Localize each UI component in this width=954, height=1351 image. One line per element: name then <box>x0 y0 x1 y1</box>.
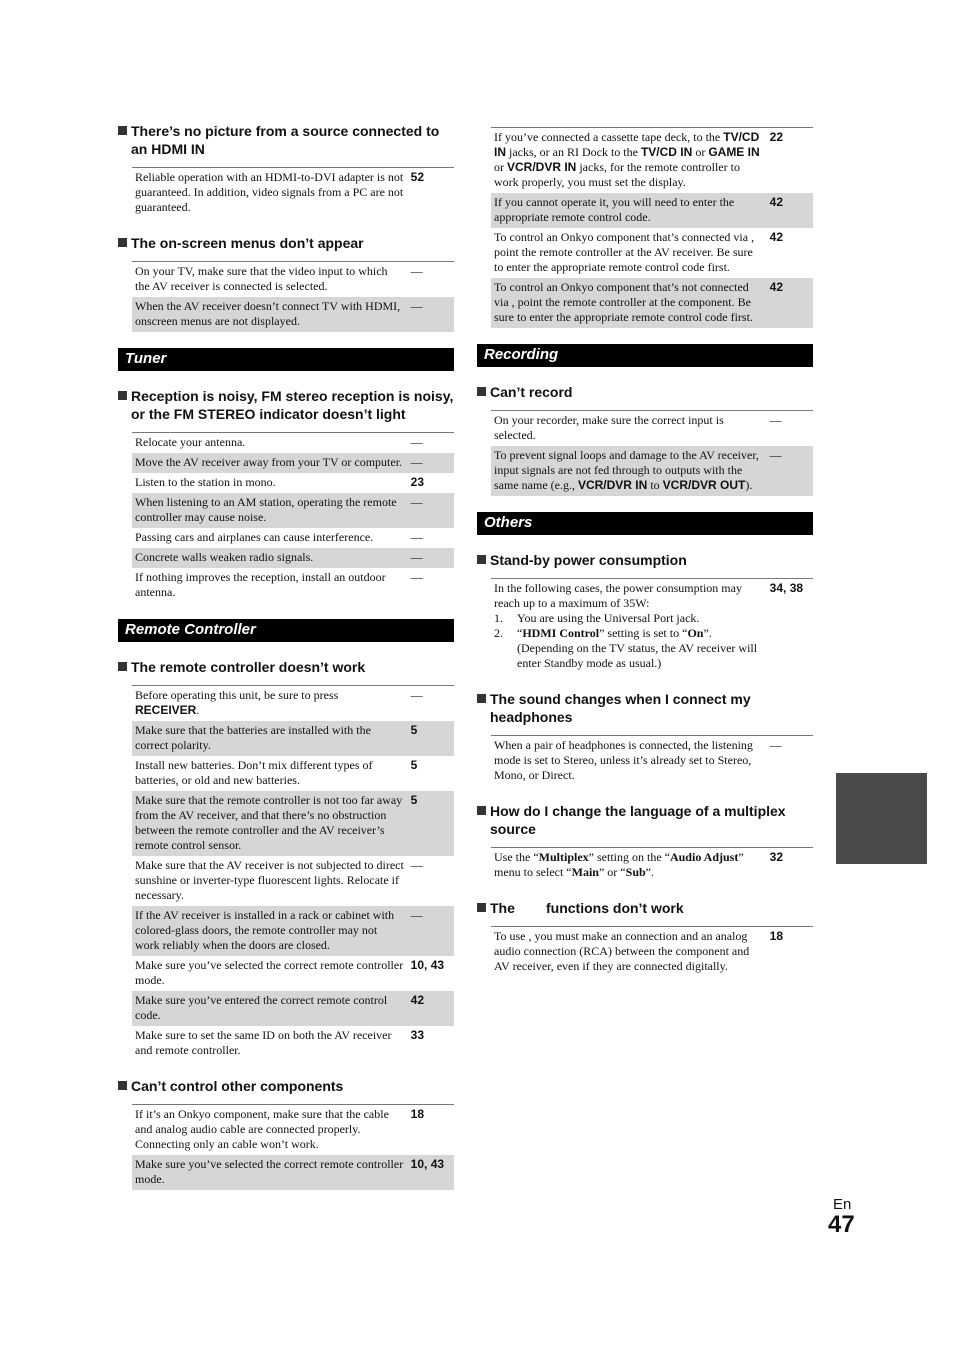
bullet-square-icon <box>477 555 486 564</box>
table-row: To control an Onkyo component that’s not connected via , point the remote controller at the component. Be sure to enter the appropriate remote control code first. 42 <box>491 278 813 328</box>
list-item: 2. “HDMI Control” setting is set to “On”. (Depending on the TV status, the AV receiver will enter Standby mode as usual.) <box>494 626 758 670</box>
question-standby-power: Stand-by power consumption <box>477 551 813 569</box>
table-row: On your recorder, make sure the correct input is selected. — <box>494 413 782 442</box>
left-column <box>118 122 454 1206</box>
table-standby <box>491 578 813 674</box>
table-row: Before operating this unit, be sure to press RECEIVER. — <box>135 688 423 717</box>
table-remote <box>132 685 454 1061</box>
table-other-components <box>132 1104 454 1190</box>
table-row: If you’ve connected a cassette tape deck, to the TV/CD IN jacks, or an RI Dock to the TV/CD IN or GAME IN or VCR/DVR IN jacks, for the remote controller to work properly, you must set the display. 22 <box>494 130 784 189</box>
list-item: 1. You are using the Universal Port jack. <box>494 611 700 625</box>
table-row: When the AV receiver doesn’t connect TV with HDMI, onscreen menus are not displayed. — <box>132 297 454 332</box>
standby-conditions-list <box>494 611 764 671</box>
question-remote: The remote controller doesn’t work <box>118 658 454 676</box>
table-row: Install new batteries. Don’t mix different types of batteries, or old and new batteries. 5 <box>135 758 418 787</box>
language-label: En <box>833 1196 852 1213</box>
table-row: If nothing improves the reception, install an outdoor antenna. — <box>135 570 423 599</box>
page-number: 47 <box>828 1211 855 1238</box>
table-row: On your TV, make sure that the video input to which the AV receiver is connected is selected. — <box>135 264 423 293</box>
table-row: If it’s an Onkyo component, make sure that the cable and analog audio cable are connected properly. Connecting only an cable won’t work. 18 <box>135 1107 425 1151</box>
table-remote-continued <box>491 127 813 328</box>
table-functions <box>491 926 813 977</box>
section-header-recording: Recording <box>477 344 813 367</box>
question-multiplex-language: How do I change the language of a multiplex source <box>477 802 813 838</box>
table-row: Make sure you’ve selected the correct remote controller mode. 10, 43 <box>135 958 445 987</box>
table-row: Make sure you’ve entered the correct remote control code. 42 <box>132 991 454 1026</box>
table-hdmi <box>132 167 454 218</box>
table-row: If the AV receiver is installed in a rack or cabinet with colored-glass doors, the remote controller may not work reliably when the doors are closed. — <box>132 906 454 956</box>
bullet-square-icon <box>118 238 127 247</box>
question-headphones: The sound changes when I connect my headphones <box>477 690 813 726</box>
table-row: Reliable operation with an HDMI-to-DVI adapter is not guaranteed. In addition, video signals from a PC are not guaranteed. 52 <box>135 170 425 214</box>
table-recording <box>491 410 813 496</box>
table-row: To prevent signal loops and damage to the AV receiver, input signals are not fed through to outputs with the same name (e.g., VCR/DVR IN to VCR/DVR OUT). — <box>491 446 813 496</box>
table-osd <box>132 261 454 332</box>
table-row: If you cannot operate it, you will need to enter the appropriate remote control code. 42 <box>491 193 813 228</box>
table-row: In the following cases, the power consumption may reach up to a maximum of 35W: 1. You are using the Universal Port jack. 2. “HDMI Control” setting is set to “On”. (Depending on the TV status, the AV receiver will enter Standby mode as usual.) 34, 38 <box>494 581 804 670</box>
table-row: Make sure you’ve selected the correct remote controller mode. 10, 43 <box>132 1155 454 1190</box>
bullet-square-icon <box>477 806 486 815</box>
bullet-square-icon <box>118 1081 127 1090</box>
table-row: To use , you must make an connection and an analog audio connection (RCA) between the component and AV receiver, even if they are connected digitally. 18 <box>494 929 784 973</box>
section-header-remote-controller: Remote Controller <box>118 619 454 642</box>
table-multiplex <box>491 847 813 883</box>
table-tuner <box>132 432 454 603</box>
table-row: When a pair of headphones is connected, the listening mode is set to Stereo, unless it’s already set to Stereo, Mono, or Direct. — <box>494 738 782 782</box>
table-row: Listen to the station in mono. 23 <box>135 475 425 489</box>
question-osd: The on-screen menus don’t appear <box>118 234 454 252</box>
bullet-square-icon <box>118 126 127 135</box>
bullet-square-icon <box>118 391 127 400</box>
table-row: Make sure to set the same ID on both the AV receiver and remote controller. 33 <box>135 1028 425 1057</box>
question-other-components: Can’t control other components <box>118 1077 454 1095</box>
table-row: Move the AV receiver away from your TV or computer. — <box>132 453 454 473</box>
question-hdmi-no-picture: There’s no picture from a source connected to an HDMI IN <box>118 122 454 158</box>
section-header-others: Others <box>477 512 813 535</box>
table-row: Make sure that the AV receiver is not subjected to direct sunshine or inverter-type fluorescent lights. Relocate if necessary. — <box>135 858 423 902</box>
table-row: Passing cars and airplanes can cause interference. — <box>135 530 423 544</box>
chapter-tab-marker <box>836 773 927 864</box>
bullet-square-icon <box>118 662 127 671</box>
right-column <box>477 127 813 993</box>
table-row: To control an Onkyo component that’s connected via , point the remote controller at the AV receiver. Be sure to enter the appropriate remote control code first. 42 <box>494 230 784 274</box>
table-row: Make sure that the remote controller is not too far away from the AV receiver, and that there’s no obstruction between the remote controller and the AV receiver’s remote control sensor. 5 <box>132 791 454 856</box>
table-row: Make sure that the batteries are installed with the correct polarity. 5 <box>132 721 454 756</box>
bullet-square-icon <box>477 387 486 396</box>
bullet-square-icon <box>477 694 486 703</box>
bullet-square-icon <box>477 903 486 912</box>
question-functions: The functions don’t work <box>477 899 813 917</box>
question-tuner: Reception is noisy, FM stereo reception is noisy, or the FM STEREO indicator doesn’t light <box>118 387 454 423</box>
table-headphones <box>491 735 813 786</box>
table-row: Relocate your antenna. — <box>135 435 423 449</box>
question-cant-record: Can’t record <box>477 383 813 401</box>
table-row: Concrete walls weaken radio signals. — <box>132 548 454 568</box>
section-header-tuner: Tuner <box>118 348 454 371</box>
table-row: When listening to an AM station, operating the remote controller may cause noise. — <box>132 493 454 528</box>
table-row: Use the “Multiplex” setting on the “Audio Adjust” menu to select “Main” or “Sub”. 32 <box>494 850 784 879</box>
